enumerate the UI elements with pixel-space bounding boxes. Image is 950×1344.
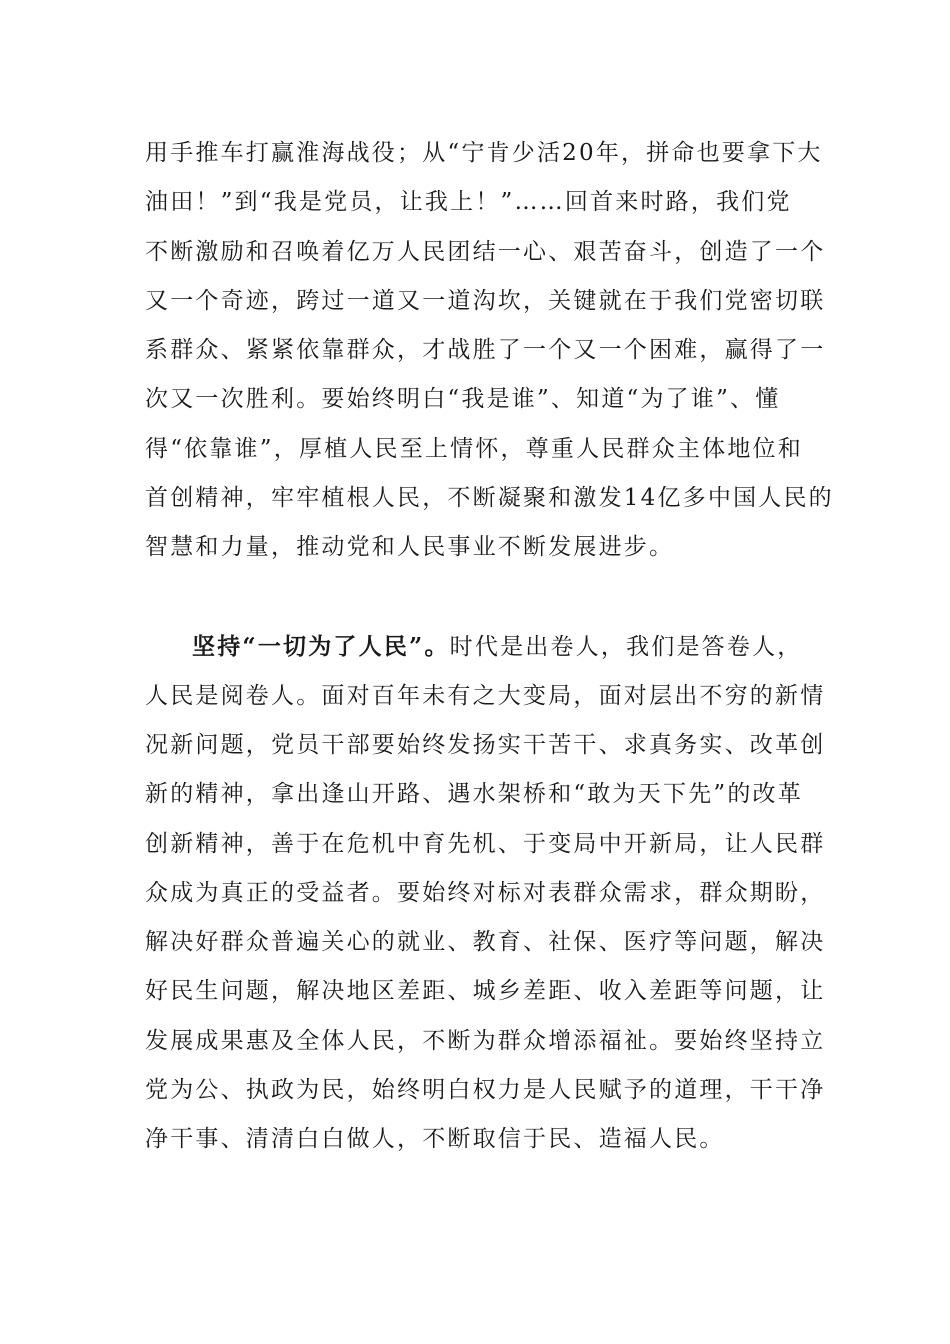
text-line: 况新问题，党员干部要始终发扬实干苦干、求真务实、改革创	[145, 732, 826, 758]
text-line: 用手推车打赢淮海战役；从“宁肯少活20年，拼命也要拿下大	[145, 140, 823, 166]
text-line: 人民是阅卷人。面对百年未有之大变局，面对层出不穷的新情	[145, 683, 826, 709]
text-line: 创新精神，善于在危机中育先机、于变局中开新局，让人民群	[145, 831, 826, 857]
text-line: 党为公、执政为民，始终明白权力是人民赋予的道理，干干净	[145, 1077, 826, 1103]
text-line: 系群众、紧紧依靠群众，才战胜了一个又一个困难，赢得了一	[145, 337, 826, 363]
text-line: 智慧和力量，推动党和人民事业不断发展进步。	[145, 534, 675, 560]
text-line: 次又一次胜利。要始终明白“我是谁”、知道“为了谁”、懂	[145, 386, 781, 412]
text-line: 新的精神，拿出逢山开路、遇水架桥和“敢为天下先”的改革	[145, 781, 803, 807]
text-line: 得“依靠谁”，厚植人民至上情怀，尊重人民群众主体地位和	[145, 436, 803, 462]
text-line: 又一个奇迹，跨过一道又一道沟坎，关键就在于我们党密切联	[145, 288, 826, 314]
text-line: 净干事、清清白白做人，不断取信于民、造福人民。	[145, 1126, 725, 1152]
text-line: 好民生问题，解决地区差距、城乡差距、收入差距等问题，让	[145, 978, 826, 1004]
paragraph-heading: 坚持“一切为了人民”。	[192, 633, 450, 660]
heading-line-rest: 时代是出卷人，我们是答卷人，	[449, 634, 803, 660]
text-line: 解决好群众普遍关心的就业、教育、社保、医疗等问题，解决	[145, 929, 826, 955]
text-line: 众成为真正的受益者。要始终对标对表群众需求，群众期盼，	[145, 880, 826, 906]
text-line: 油田！”到“我是党员，让我上！”……回首来时路，我们党	[145, 189, 792, 215]
text-line: 不断激励和召唤着亿万人民团结一心、艰苦奋斗，创造了一个	[145, 239, 826, 265]
text-line	[192, 627, 825, 667]
text-line: 首创精神，牢牢植根人民，不断凝聚和激发14亿多中国人民的	[145, 485, 834, 511]
text-line: 发展成果惠及全体人民，不断为群众增添福祉。要始终坚持立	[145, 1028, 826, 1054]
